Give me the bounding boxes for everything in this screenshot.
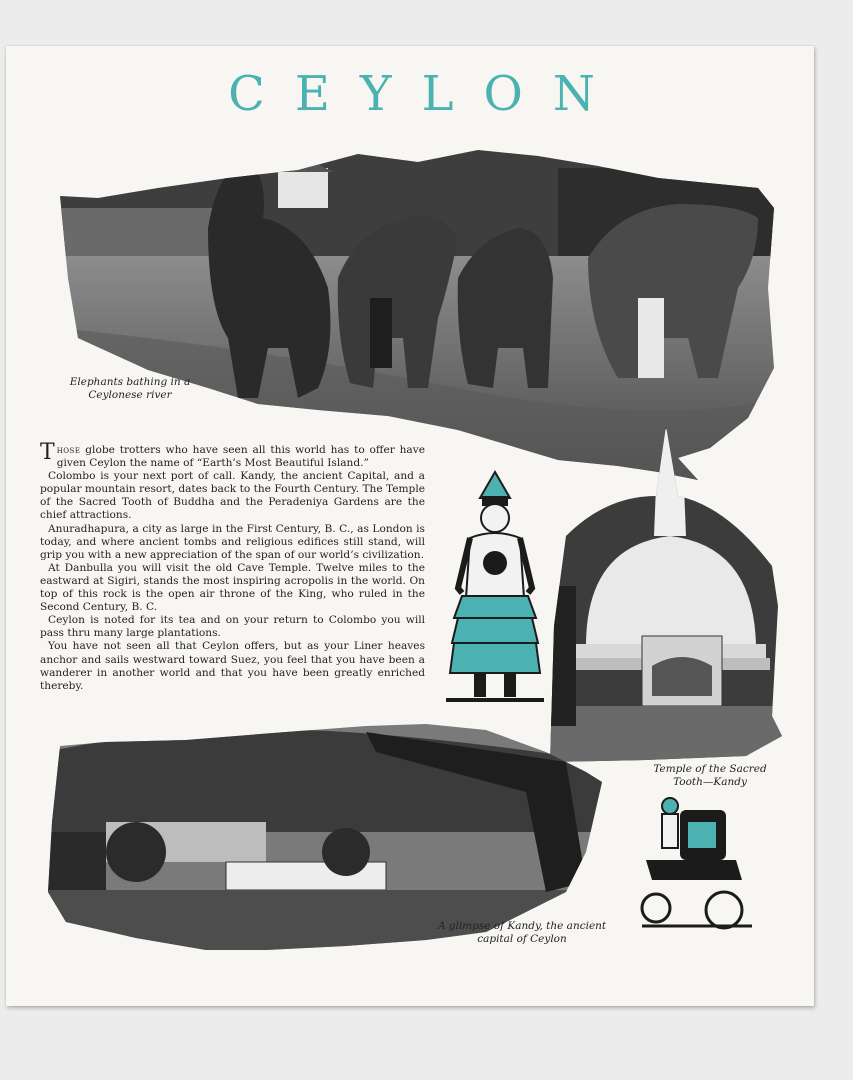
dancer-illustration [440,468,550,708]
intro-paragraph [40,440,425,470]
paragraph: Colombo is your next port of call. Kandy, the ancient Capital, and a popular mountain resort, dates back to the Fourth Century. The Temple of the Sacred Tooth of Buddha and the Peradeniya Gardens are the chief attractions. [40,470,425,522]
article-body [40,440,425,693]
caption-line: A glimpse of Kandy, the ancient [437,920,607,932]
page-title: CEYLON [228,66,625,122]
caption-line: Elephants bathing in a [69,376,191,388]
caption-line: Temple of the Sacred [653,763,767,775]
caption-line: capital of Ceylon [477,933,567,945]
rickshaw-illustration [636,790,756,940]
caption-line: Tooth—Kandy [673,776,747,788]
drop-cap: T [40,440,55,465]
paragraph: You have not seen all that Ceylon offers, but as your Liner heaves anchor and sails westward toward Suez, you feel that you have been a wanderer in another world and that you have been greatly enriched thereby. [40,640,425,692]
paragraph: Ceylon is noted for its tea and on your return to Colombo you will pass thru many large plantations. [40,614,425,640]
kandy-photo [46,722,606,952]
temple-photo [546,426,782,764]
elephants-caption [60,376,200,402]
temple-caption [650,763,770,789]
paragraph: Anuradhapura, a city as large in the First Century, B. C., as London is today, and where ancient tombs and religious edifices still stand, will grip you with a new appreciation of the span of our world’s civilization. [40,522,425,561]
intro-smallcaps: hose [56,444,81,456]
paragraph: At Danbulla you will visit the old Cave Temple. Twelve miles to the eastward at Sigiri, stands the most inspiring acropolis in the world. On top of this rock is the open air throne of the King, who ruled in the Second Century, B. C. [40,561,425,614]
kandy-caption [430,920,614,946]
intro-text: globe trotters who have seen all this world has to offer have given Ceylon the name of “Earth’s Most Beautiful Island.” [56,444,425,470]
caption-line: Ceylonese river [88,389,172,401]
